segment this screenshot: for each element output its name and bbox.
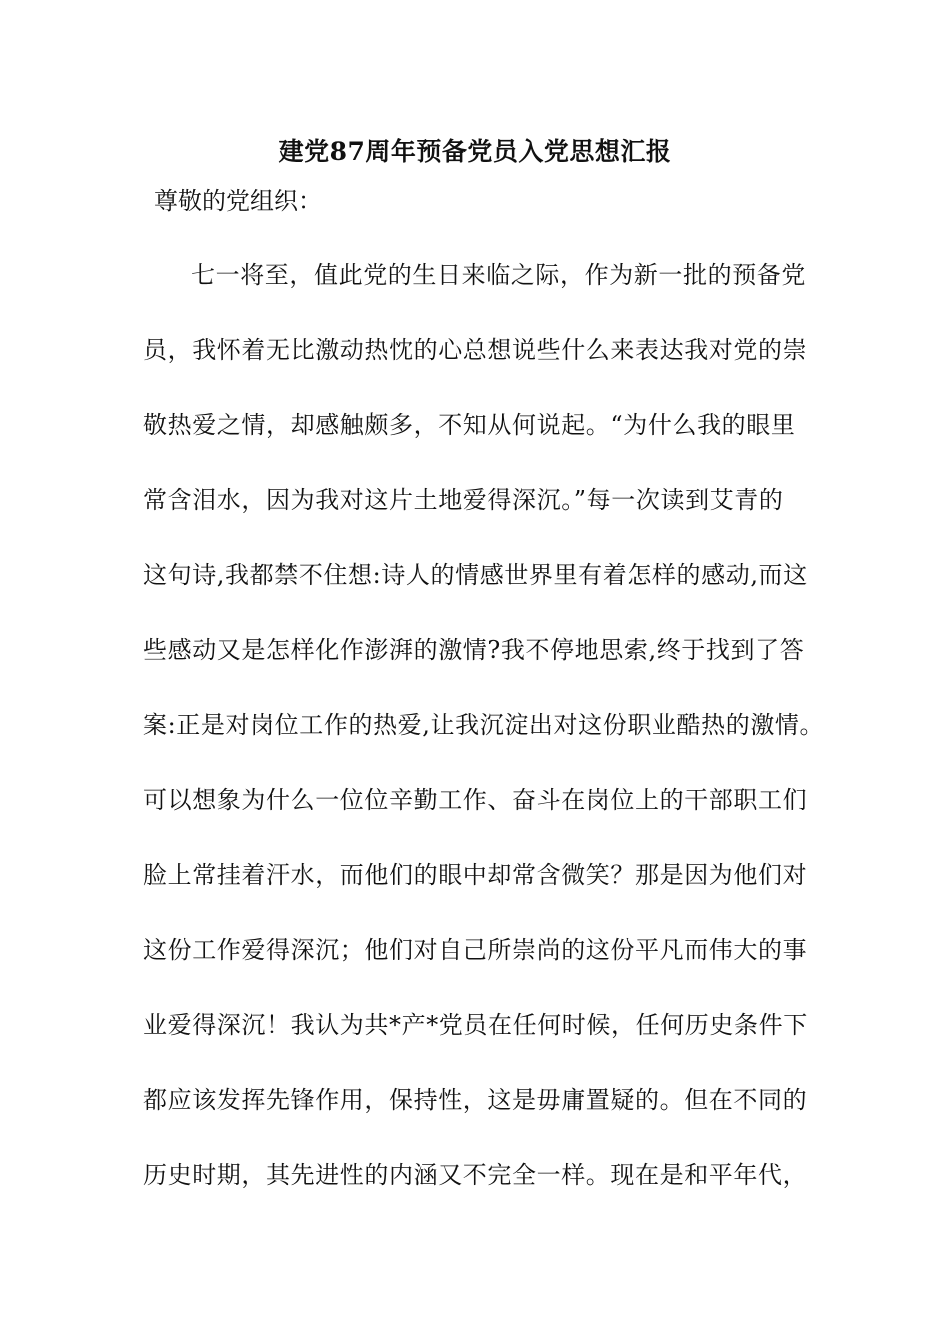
body-line: 都应该发挥先锋作用，保持性，这是毋庸置疑的。但在不同的	[143, 1086, 808, 1114]
body-line: 可以想象为什么一位位辛勤工作、奋斗在岗位上的干部职工们	[143, 786, 808, 814]
body-line: 常含泪水，因为我对这片土地爱得深沉。”每一次读到艾青的	[143, 486, 784, 514]
body-line: 案:正是对岗位工作的热爱,让我沉淀出对这份职业酷热的激情。	[143, 711, 825, 739]
document-title: 建党87周年预备党员入党思想汇报	[278, 137, 672, 166]
body-line: 业爱得深沉！我认为共*产*党员在任何时候，任何历史条件下	[143, 1011, 808, 1039]
body-line: 这份工作爱得深沉；他们对自己所崇尚的这份平凡而伟大的事	[143, 936, 808, 964]
body-line: 敬热爱之情，却感触颇多，不知从何说起。“为什么我的眼里	[143, 411, 796, 439]
salutation: 尊敬的党组织：	[154, 187, 322, 215]
body-line: 七一将至，值此党的生日来临之际，作为新一批的预备党	[191, 261, 806, 289]
body-line: 历史时期，其先进性的内涵又不完全一样。现在是和平年代，	[143, 1161, 808, 1189]
body-line: 些感动又是怎样化作澎湃的激情?我不停地思索,终于找到了答	[143, 636, 805, 664]
body-line: 脸上常挂着汗水，而他们的眼中却常含微笑？那是因为他们对	[143, 861, 808, 889]
body-line: 这句诗,我都禁不住想:诗人的情感世界里有着怎样的感动,而这	[143, 561, 808, 589]
body-line: 员，我怀着无比激动热忱的心总想说些什么来表达我对党的崇	[143, 336, 808, 364]
